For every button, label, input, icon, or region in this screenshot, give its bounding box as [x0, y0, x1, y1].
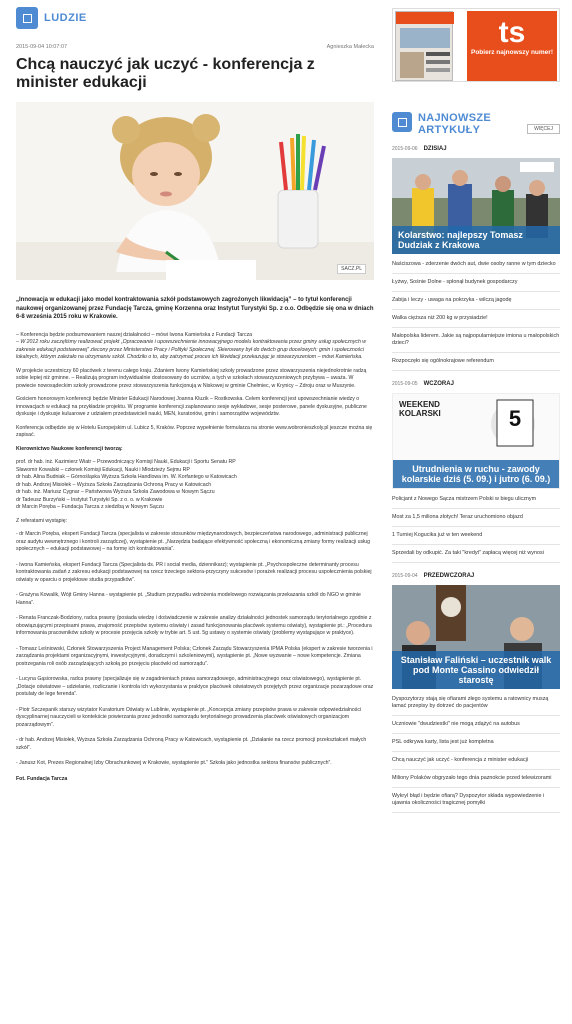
day-date: 2015-09-05 [392, 381, 418, 387]
speaker-item: - Tomasz Leśniowski, Członek Stowarzyszenia Project Management Polska; Członek Zarządu Stowarzyszenia IPMA Polska (ekspert w zakresie tworzenia i zarządzania projektami organizacyjnymi, inwestycyjnymi, doradczymi i szkoleniowymi), wystąpienie pt. „Nowe wyzwanie – nowe kompetencje. Zmiana postrzegania roli osób zarządzających szkołą po przejęciu placówki od samorządu”. [16, 645, 373, 667]
news-link[interactable]: Łyżwy, Sośnie Dolne - spłonął budynek gospodarczy [392, 274, 560, 292]
committee-heading [16, 446, 374, 454]
speakers-heading: Z referatami wystąpię: [16, 517, 68, 524]
article-meta [16, 44, 374, 50]
day-heading-yesterday [392, 381, 560, 387]
featured-article[interactable] [392, 393, 560, 489]
speaker-item: - Grażyna Kowalik, Wójt Gminy Hanna - wystąpienie pt. „Studium przypadku wdrożenia modelowego rozwiązania przekazania szkół do NGO w gminie Hanna”. [16, 592, 361, 606]
paragraph: W projekcie uczestniczy 60 placówek z terenu całego kraju. Zdaniem Iwony Kamieńskiej szkoły prowadzone przez stowarzyszenia niejednokrotnie radzą sobie lepiej niż gminne. – Realizują program indywidualnie dostosowany do uczniów, a tych w szkołach stowarzyszeniowych przybywa – uważa. W powiecie nowosądeckim szkoły prowadzone przez stowarzyszenia funkcjonują w Niskowej w gminie Chełmiec, w Krynicy – Zdroju oraz w Muszynie. [16, 367, 367, 389]
article-author: Agnieszka Małecka [326, 44, 374, 50]
featured-article-title: Stanisław Faliński – uczestnik walk pod Monte Cassino odwiedził starostę [392, 651, 560, 689]
day-date: 2015-09-04 [392, 573, 418, 579]
promo-cta[interactable] [467, 11, 557, 81]
section-header [16, 8, 374, 28]
news-list-yesterday [392, 491, 560, 563]
day-heading-day-before [392, 573, 560, 579]
paragraph: Konferencja odbędzie się w Hotelu Europejskim ul. Lubicz 5, Kraków. Poprzez wypełnienie formularza na stronie www.wobronieszkoly.pl jeszcze można się zapisać. [16, 424, 373, 438]
day-label: PRZEDWCZORAJ [423, 573, 475, 579]
committee-member: dr Marcin Poręba – Fundacja Tarcza z siedzibą w Nowym Sączu [16, 504, 164, 510]
committee-member: dr Tadeusz Burzyński – Instytut Turystyki Sp. z o. o. w Krakowie [16, 496, 163, 503]
child-drawing-illustration [16, 102, 374, 280]
news-link[interactable]: Walka cięższa niż 200 kg w przysiadzie! [392, 310, 560, 328]
main-column [16, 8, 374, 789]
speaker-item: - Janusz Kot, Prezes Regionalnej Izby Obrachunkowej w Krakowie, wystąpienie pt.” Szkoła jako jednostka sektora finansów publicznych”. [16, 760, 332, 766]
section-title[interactable]: LUDZIE [44, 12, 87, 24]
news-link[interactable]: Sprzedali by odkupić. Za taki "kredyt" zapłacą więcej niż wynosi [392, 545, 560, 563]
newspaper-cover-image [396, 12, 454, 82]
newspaper-cover[interactable] [395, 11, 453, 81]
featured-article[interactable] [392, 585, 560, 689]
article-title: Chcą nauczyć jak uczyć - konferencja z minister edukacji [16, 56, 315, 91]
news-link[interactable]: Most za 1,5 miliona złotych! Teraz uruchomiono objazd [392, 509, 560, 527]
speaker-item: - Iwona Kamieńska, ekspert Fundacji Tarcza (Specjalista ds. PR i social media, dziennikarz); wystąpienie pt. „Psychospołeczne determinanty procesu kontraktowania zadań z zakresu edukacji podstawowej na rzecz trzeciego sektora-przyczyny sukcesów i porażek realizacji procesu uspołecznienia polskiej oświaty w oparciu o projektowe studia przypadków”. [16, 561, 372, 583]
section-icon [16, 7, 38, 29]
committee-member: Sławomir Kowalski – członek Komisji Edukacji, Nauki i Młodzieży Sejmu RP [16, 466, 190, 473]
news-list-day-before [392, 691, 560, 813]
featured-article-title: Utrudnienia w ruchu - zawody kolarskie dziś (5. 09.) i jutro (6. 09.) [393, 460, 559, 488]
banner-text: WEEKEND KOLARSKI [399, 400, 441, 418]
paragraph [16, 332, 374, 362]
speaker-item: - Renata Franczak-Bodziony, radca prawny (posiada wiedzę i doświadczenie w zakresie analizy działalności jednostek samorządu terytorialnego zgodnie z obowiązującymi przepisami prawa, znajomość przepisów systemu oświaty i zasad funkcjonowania placówek systemu oświaty), wystąpienie pt.: „Procedura informowania pracowników szkoły w procesie przejęcia szkoły w trybie art. 5 ust. 5g ustawy o systemie oświaty (problemy wystąpujące w praktyce). [16, 615, 372, 636]
committee-member: dr hab. Alina Budniak – Górnośląska Wyższa Szkoła Handlowa im. W. Korfantego w Katowicach [16, 474, 237, 480]
latest-articles-title: NAJNOWSZE ARTYKUŁY [418, 112, 491, 136]
news-list-today [392, 256, 560, 371]
committee-list [16, 459, 374, 512]
article-date: 2015-09-04 10:07:07 [16, 44, 68, 50]
news-link[interactable]: Policjant z Nowego Sącza mistrzem Polski w biegu ulicznym [392, 491, 560, 509]
committee-heading-text: Kierownictwo Naukowe konferencji tworzą: [16, 445, 123, 452]
sidebar [392, 8, 560, 813]
latest-articles-icon [392, 112, 412, 132]
article-image [16, 102, 374, 280]
news-link[interactable]: 1 Turniej Kogucika już w ten weekend [392, 527, 560, 545]
more-button[interactable]: WIĘCEJ [527, 124, 560, 134]
day-label: DZISIAJ [423, 146, 447, 152]
news-link[interactable]: Miliony Polaków obgryzało tego dnia paznokcie przed telewizorami [392, 770, 560, 788]
news-link[interactable]: Chcą nauczyć jak uczyć - konferencja z minister edukacji [392, 752, 560, 770]
news-link[interactable]: PSL odkrywa karty, lista jest już kompletna [392, 734, 560, 752]
paragraph-quote: – W 2012 roku zaczęliśmy realizować projekt „Opracowanie i upowszechnienie innowacyjnego modelu kontraktowania przez gminy usług społecznych w zakresie edukacji podstawowej” zlecony przez Ministerstwo Pracy i Polityki Społecznej. Skierowany był do dwóch grup docelowych: gmin i społeczności lokalnych, którym zależało na utrzymaniu szkół. Chodziło o to, aby zatrzymać proces ich likwidacji przekazując je stowarzyszeniom – mówi Kamieńska. [16, 339, 367, 360]
speaker-item: - dr hab. Andrzej Misiołek, Wyższa Szkoła Zarządzania Ochroną Pracy w Katowicach, wystąpienie pt. „Działanie na rzecz promocji przekształceń małych szkół”. [16, 737, 367, 751]
news-link[interactable]: Rozpoczęło się ogólnokrajowe referendum [392, 353, 560, 371]
news-link[interactable]: Wykryl błąd i będzie ofiarą? Dyspozytor składa wypowiedzenie i ujawnia okoliczności tragicznej pomyłki [392, 788, 560, 813]
paragraph: Gościem honorowym konferencji będzie Minister Edukacji Narodowej Joanna Kluzik – Rostkowska. Celem konferencji jest upowszechnianie wiedzy o innowacjach w edukacji na przykładzie projektu. W programie konferencji zaplanowano sesje wykładowe, sesje posterowe, panele dyskusyjne, publiczne dyskusje i dyskusje kuluarowe z udziałem przedstawicieli nauki, MEN, kuratoriów, gmin i samorządów województw. [16, 396, 367, 417]
photo-credit-text: Fot. Fundacja Tarcza [16, 775, 68, 782]
committee-member: dr hab. Andrzej Misiołek – Wyższa Szkoła Zarządzania Ochroną Pracy w Katowicach [16, 481, 212, 488]
speaker-item: - Lucyna Gąsiorowska, radca prawny (specjalizuje się w zagadnieniach prawa samorządowego, administracyjnego oraz oświatowego), wystąpienie pt. „Dotacje oświatowe – udzielanie, rozliczanie i kontrola ich wykorzystania w praktyce placówek oświatowych przejętych przez organizacje pozarządowe oraz postulaty de lege ferenda”. [16, 676, 374, 697]
news-link[interactable]: Małopolska liderem. Jakie są najpopularniejsze imiona u małopolskich dzieci? [392, 328, 560, 353]
day-date: 2015-09-06 [392, 146, 418, 152]
photo-credit [16, 776, 374, 784]
site-logo-badge: SACZ.PL [337, 264, 366, 274]
committee-member: prof. dr hab. inż. Kazimierz Wiatr – Przewodniczący Komisji Nauki, Edukacji i Sportu Senatu RP [16, 459, 236, 465]
day-label: WCZORAJ [423, 381, 454, 387]
newspaper-promo[interactable] [392, 8, 560, 82]
promo-button-text: Pobierz najnowszy numer! [471, 49, 553, 56]
day-heading-today [392, 146, 560, 152]
featured-article-title: Kolarstwo: najlepszy Tomasz Dudziak z Krakowa [392, 226, 560, 254]
speaker-item: - dr Marcin Poręba, ekspert Fundacji Tarcza (specjalista w zakresie stosunków międzynarodowych, bezpieczeństwa narodowego, administracji publicznej oraz audytu wewnętrznego i kontroli zarządczej), wystąpienie pt. „Narzędzia badające efektywność społeczną i ekonomiczną zmiany formy realizacji usług społecznych – edukacji podstawowej – na formę ich kontraktowania”. [16, 531, 371, 552]
paragraph-text: – Konferencja będzie podsumowaniem naszej działalności – mówi Iwona Kamieńska z Fundacji Tarcza [16, 331, 253, 338]
article-body [16, 332, 374, 784]
speaker-item: - Piotr Szczepanik starszy wizytator Kuratorium Oświaty w Lublinie, wystąpienie pt. „Koncepcja zmiany przepisów prawa w zakresie odpowiedzialności dyscyplinarnej nauczycieli w kontekście powierzania przez jednostki samorządu terytorialnego prowadzenia placówek oświatowych organizacjom pozarządowym”. [16, 706, 362, 728]
news-link[interactable]: Dyspozytorzy stają się ofiarami złego systemu a ratownicy muszą łamać przepisy by dotrzeć do pacjentów [392, 691, 560, 716]
promo-logo: ts [498, 16, 526, 49]
news-link[interactable]: Naściszowa - zderzenie dwóch aut, dwie osoby ranne w tym dziecko [392, 256, 560, 274]
committee-member: dr hab. inż. Mariusz Cygnar – Państwowa Wyższa Szkoła Zawodowa w Nowym Sączu [16, 489, 215, 495]
banner-date: 5 [508, 406, 522, 431]
featured-article[interactable] [392, 158, 560, 254]
article-lead: „Innowacja w edukacji jako model kontraktowania szkół podstawowych zagrożonych likwidacją” – to tytuł konferencji naukowej organizowanej przez Fundację Tarcza, gminę Korzenna oraz Instytut Turystyki Sp. z o.o. Odbędzie się ona w dniach 6-8 września 2015 roku w Krakowie. [16, 297, 374, 320]
news-link[interactable]: Uczniowie "dwudziestki" nie mogą zdążyć na autobus [392, 716, 560, 734]
news-link[interactable]: Zabija i leczy - uwaga na pokrzyka - wilczą jagodę [392, 292, 560, 310]
latest-articles-header [392, 112, 560, 136]
